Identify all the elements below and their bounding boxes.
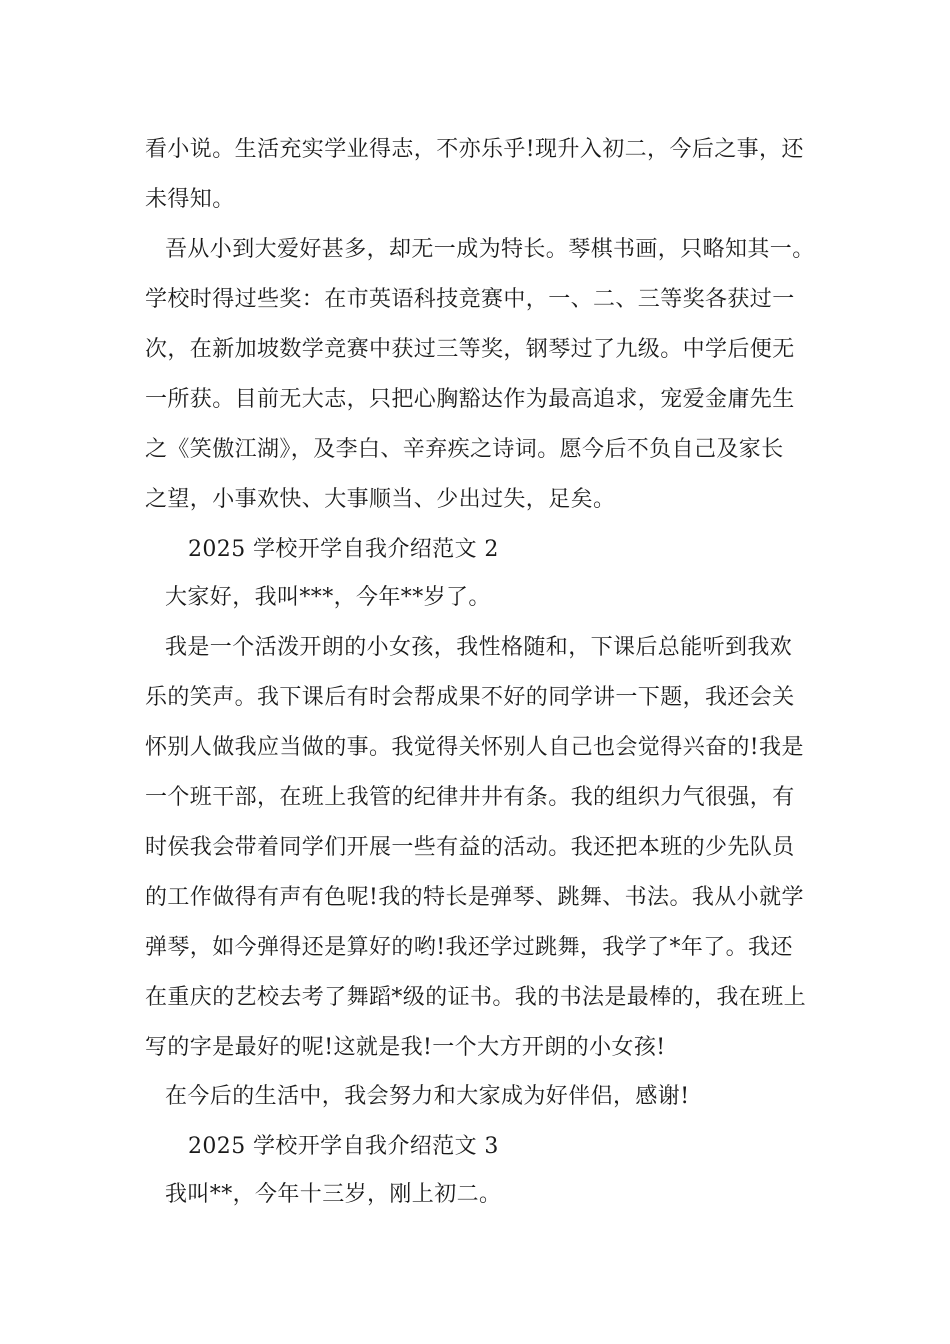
section-heading: 2025 学校开学自我介绍范文 2	[188, 537, 499, 562]
text-line: 写的字是最好的呢!这就是我!一个大方开朗的小女孩!	[145, 1035, 666, 1060]
text-line: 未得知。	[145, 187, 235, 212]
text-line: 弹琴，如今弹得还是算好的哟!我还学过跳舞，我学了*年了。我还	[145, 935, 793, 960]
text-line: 时侯我会带着同学们开展一些有益的活动。我还把本班的少先队员	[145, 835, 795, 860]
text-line: 乐的笑声。我下课后有时会帮成果不好的同学讲一下题，我还会关	[145, 685, 795, 710]
section-heading: 2025 学校开学自我介绍范文 3	[188, 1134, 499, 1159]
paragraph-start-line: 我是一个活泼开朗的小女孩，我性格随和，下课后总能听到我欢	[165, 635, 793, 660]
text-line: 的工作做得有声有色呢!我的特长是弹琴、跳舞、书法。我从小就学	[145, 885, 804, 910]
text-line: 一个班干部，在班上我管的纪律井井有条。我的组织力气很强，有	[145, 785, 795, 810]
paragraph-start-line: 在今后的生活中，我会努力和大家成为好伴侣，感谢!	[165, 1084, 690, 1109]
paragraph-start-line: 大家好，我叫***，今年**岁了。	[165, 585, 491, 610]
text-line: 看小说。生活充实学业得志，不亦乐乎!现升入初二，今后之事，还	[145, 137, 804, 162]
paragraph-start-line: 我叫**，今年十三岁，刚上初二。	[165, 1182, 502, 1207]
text-line: 在重庆的艺校去考了舞蹈*级的证书。我的书法是最棒的，我在班上	[145, 985, 807, 1010]
text-line: 一所获。目前无大志，只把心胸豁达作为最高追求，宠爱金庸先生	[145, 387, 795, 412]
text-line: 怀别人做我应当做的事。我觉得关怀别人自己也会觉得兴奋的!我是	[145, 735, 804, 760]
paragraph-start-line: 吾从小到大爱好甚多，却无一成为特长。琴棋书画，只略知其一。	[165, 237, 815, 262]
text-line: 学校时得过些奖：在市英语科技竞赛中，一、二、三等奖各获过一	[145, 287, 795, 312]
text-line: 次，在新加坡数学竞赛中获过三等奖，钢琴过了九级。中学后便无	[145, 337, 795, 362]
text-line: 之望，小事欢快、大事顺当、少出过失，足矣。	[145, 487, 616, 512]
text-line: 之《笑傲江湖》，及李白、辛弃疾之诗词。愿今后不负自己及家长	[145, 437, 784, 462]
